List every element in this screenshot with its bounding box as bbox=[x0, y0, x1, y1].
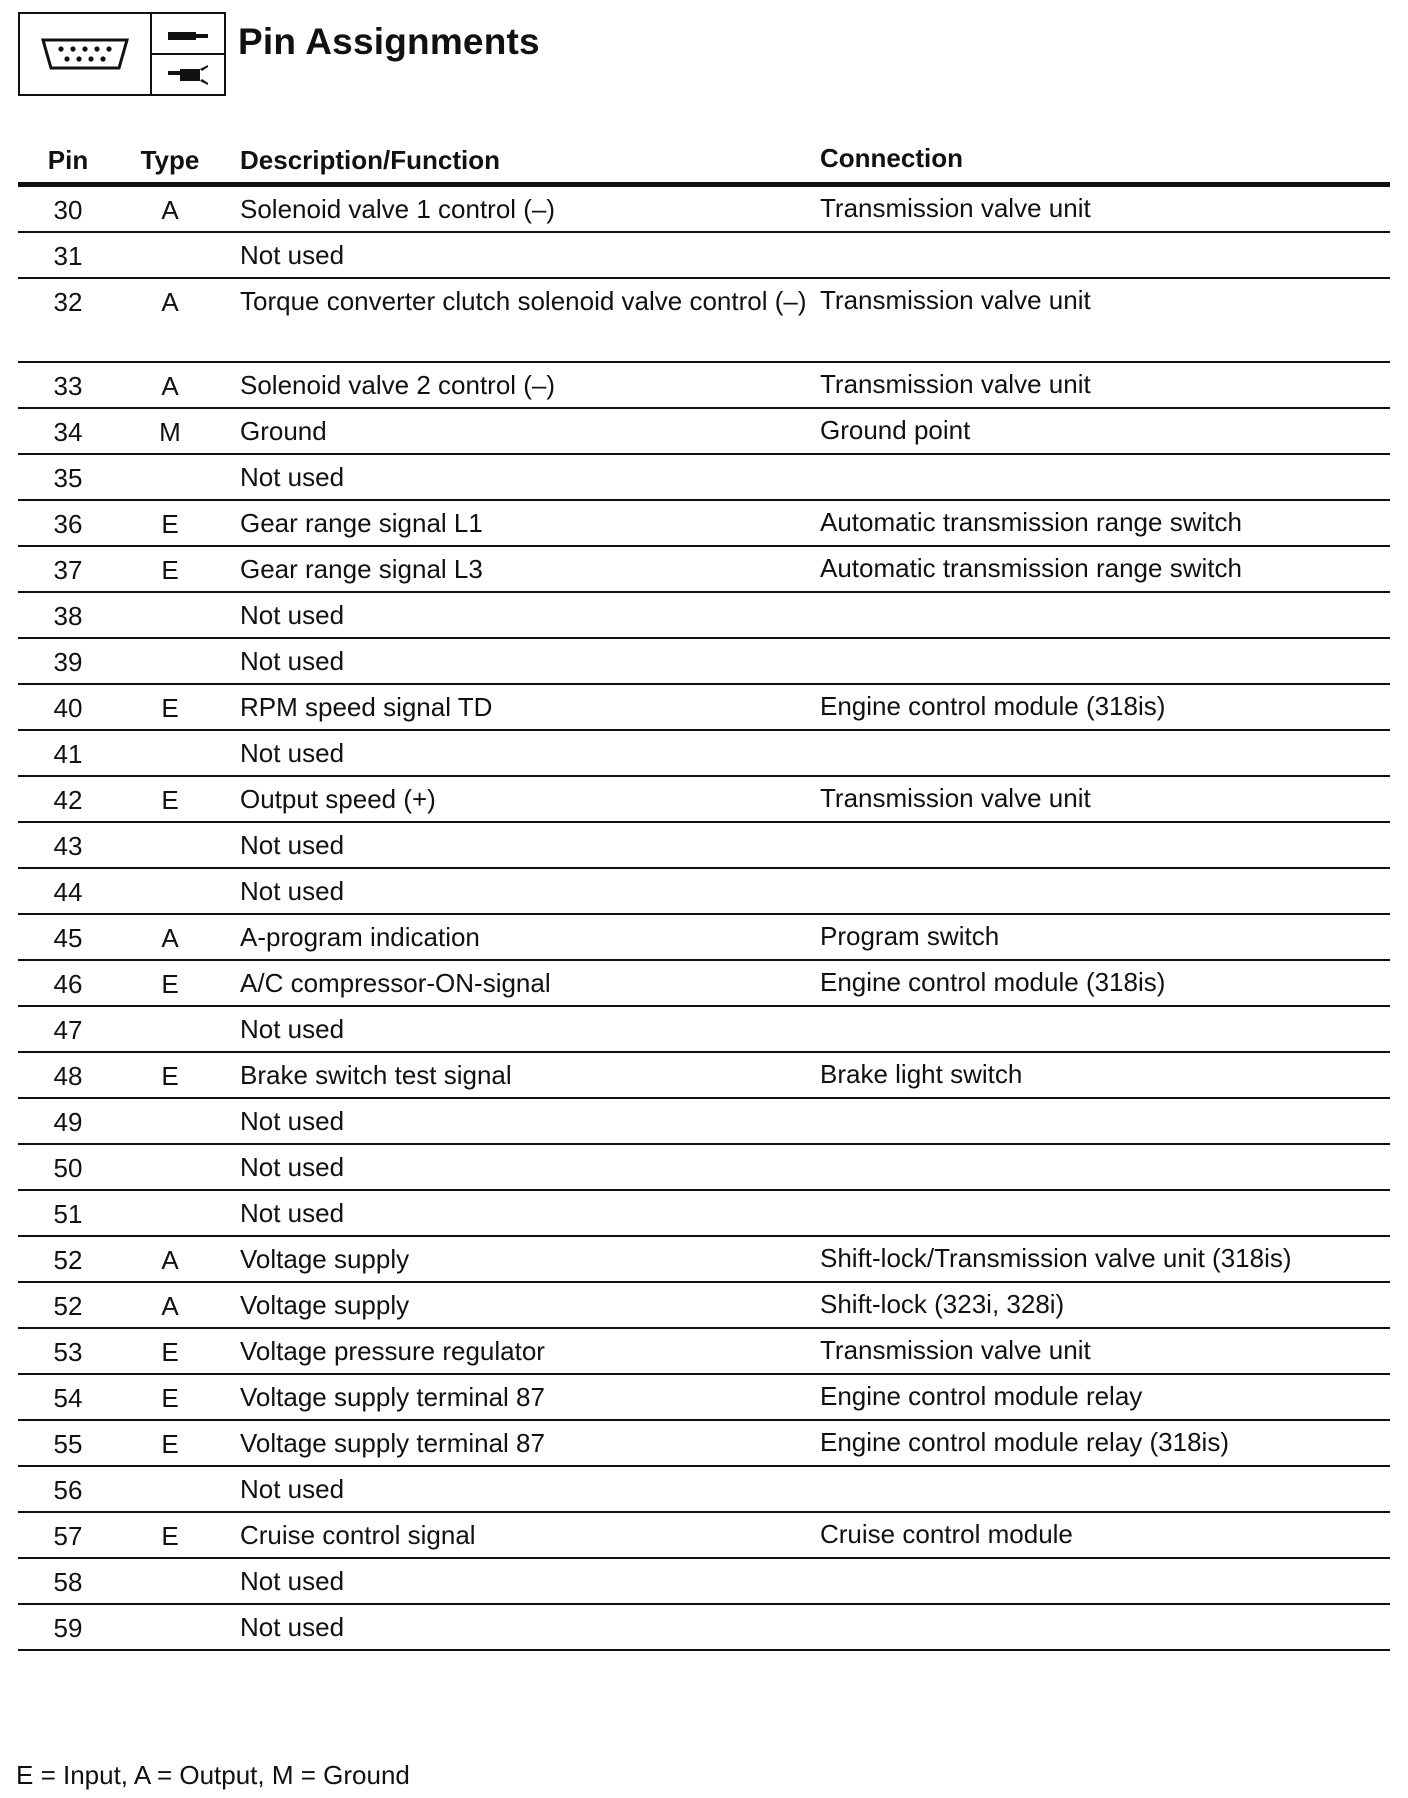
table-row bbox=[18, 1329, 1390, 1375]
description-cell: A/C compressor-ON-signal bbox=[240, 968, 551, 998]
pin-cell: 37 bbox=[53, 555, 83, 585]
description-cell: Not used bbox=[240, 1014, 345, 1044]
connection-cell: Ground point bbox=[820, 415, 971, 445]
pin-cell: 30 bbox=[53, 195, 83, 225]
pin-cell: 58 bbox=[53, 1567, 83, 1597]
table-row bbox=[18, 1559, 1390, 1605]
pin-cell: 33 bbox=[53, 371, 83, 401]
table-row bbox=[18, 961, 1390, 1007]
description-cell: Not used bbox=[240, 600, 345, 630]
type-cell: E bbox=[161, 1521, 179, 1551]
pin-cell: 38 bbox=[53, 601, 83, 631]
pin-cell: 57 bbox=[53, 1521, 83, 1551]
table-row bbox=[18, 1191, 1390, 1237]
table-row bbox=[18, 1099, 1390, 1145]
pin-cell: 39 bbox=[53, 647, 83, 677]
description-cell: A-program indication bbox=[240, 922, 480, 952]
table-row bbox=[18, 731, 1390, 777]
type-cell: E bbox=[161, 693, 179, 723]
pin-cell: 49 bbox=[53, 1107, 83, 1137]
connection-cell: Automatic transmission range switch bbox=[820, 553, 1242, 583]
type-cell: E bbox=[161, 1061, 179, 1091]
type-cell: A bbox=[161, 1291, 179, 1321]
connection-cell: Transmission valve unit bbox=[820, 369, 1091, 399]
pin-cell: 47 bbox=[53, 1015, 83, 1045]
description-cell: Cruise control signal bbox=[240, 1520, 476, 1550]
connection-cell: Transmission valve unit bbox=[820, 193, 1091, 223]
description-cell: RPM speed signal TD bbox=[240, 692, 493, 722]
page-title: Pin Assignments bbox=[238, 21, 540, 62]
pin-cell: 44 bbox=[53, 877, 83, 907]
connection-cell: Transmission valve unit bbox=[820, 285, 1091, 315]
connector-icon bbox=[20, 14, 152, 94]
table-row bbox=[18, 233, 1390, 279]
table-body bbox=[18, 187, 1390, 1651]
pin-cell: 48 bbox=[53, 1061, 83, 1091]
type-cell: E bbox=[161, 555, 179, 585]
table-row bbox=[18, 547, 1390, 593]
description-cell: Torque converter clutch solenoid valve control (–) bbox=[240, 286, 807, 316]
type-cell: A bbox=[161, 287, 179, 317]
table-row bbox=[18, 1145, 1390, 1191]
pin-cell: 45 bbox=[53, 923, 83, 953]
pin-cell: 52 bbox=[53, 1291, 83, 1321]
description-cell: Not used bbox=[240, 1474, 345, 1504]
description-cell: Not used bbox=[240, 1106, 345, 1136]
description-cell: Brake switch test signal bbox=[240, 1060, 512, 1090]
description-cell: Voltage supply terminal 87 bbox=[240, 1382, 545, 1412]
table-row bbox=[18, 1605, 1390, 1651]
table-row bbox=[18, 409, 1390, 455]
pin-cell: 36 bbox=[53, 509, 83, 539]
pin-cell: 52 bbox=[53, 1245, 83, 1275]
type-cell: E bbox=[161, 1429, 179, 1459]
pin-cell: 40 bbox=[53, 693, 83, 723]
type-cell: E bbox=[161, 969, 179, 999]
pin-cell: 50 bbox=[53, 1153, 83, 1183]
pin-cell: 46 bbox=[53, 969, 83, 999]
description-cell: Not used bbox=[240, 1198, 345, 1228]
type-cell: A bbox=[161, 1245, 179, 1275]
description-cell: Not used bbox=[240, 1566, 345, 1596]
connection-cell: Program switch bbox=[820, 921, 1000, 951]
description-cell: Solenoid valve 1 control (–) bbox=[240, 194, 556, 224]
table-row bbox=[18, 823, 1390, 869]
table-row bbox=[18, 1375, 1390, 1421]
connection-cell: Transmission valve unit bbox=[820, 1335, 1091, 1365]
pin-cell: 32 bbox=[53, 287, 83, 317]
connection-cell: Shift-lock (323i, 328i) bbox=[820, 1289, 1065, 1319]
header-pin: Pin bbox=[47, 144, 89, 175]
description-cell: Not used bbox=[240, 240, 345, 270]
pin-cell: 41 bbox=[53, 739, 83, 769]
type-cell: E bbox=[161, 509, 179, 539]
description-cell: Solenoid valve 2 control (–) bbox=[240, 370, 556, 400]
table-row bbox=[18, 501, 1390, 547]
pin-table bbox=[18, 138, 1390, 1651]
description-cell: Output speed (+) bbox=[240, 784, 436, 814]
table-row bbox=[18, 777, 1390, 823]
pin-cell: 56 bbox=[53, 1475, 83, 1505]
table-row bbox=[18, 1237, 1390, 1283]
table-row bbox=[18, 869, 1390, 915]
pin-cell: 59 bbox=[53, 1613, 83, 1643]
pin-cell: 34 bbox=[53, 417, 83, 447]
connection-cell: Shift-lock/Transmission valve unit (318is) bbox=[820, 1243, 1292, 1273]
type-cell: A bbox=[161, 371, 179, 401]
pin-input-icon bbox=[152, 14, 224, 55]
table-row bbox=[18, 1007, 1390, 1053]
description-cell: Not used bbox=[240, 830, 345, 860]
table-row bbox=[18, 1513, 1390, 1559]
connection-cell: Automatic transmission range switch bbox=[820, 507, 1242, 537]
pin-cell: 51 bbox=[53, 1199, 83, 1229]
table-row bbox=[18, 1421, 1390, 1467]
description-cell: Voltage pressure regulator bbox=[240, 1336, 545, 1366]
pin-cell: 54 bbox=[53, 1383, 83, 1413]
description-cell: Not used bbox=[240, 462, 345, 492]
header-connection: Connection bbox=[820, 142, 963, 173]
type-cell: M bbox=[159, 417, 181, 447]
description-cell: Ground bbox=[240, 416, 327, 446]
type-cell: E bbox=[161, 785, 179, 815]
pin-cell: 55 bbox=[53, 1429, 83, 1459]
description-cell: Gear range signal L3 bbox=[240, 554, 483, 584]
legend: E = Input, A = Output, M = Ground bbox=[16, 1760, 410, 1790]
pin-cell: 35 bbox=[53, 463, 83, 493]
page-header bbox=[18, 12, 540, 96]
connection-cell: Transmission valve unit bbox=[820, 783, 1091, 813]
table-row bbox=[18, 363, 1390, 409]
description-cell: Not used bbox=[240, 1152, 345, 1182]
description-cell: Not used bbox=[240, 646, 345, 676]
type-cell: E bbox=[161, 1383, 179, 1413]
header-description: Description/Function bbox=[240, 145, 500, 175]
pin-cell: 53 bbox=[53, 1337, 83, 1367]
connection-cell: Brake light switch bbox=[820, 1059, 1023, 1089]
description-cell: Voltage supply bbox=[240, 1244, 410, 1274]
description-cell: Gear range signal L1 bbox=[240, 508, 483, 538]
connection-cell: Engine control module (318is) bbox=[820, 691, 1166, 721]
description-cell: Not used bbox=[240, 876, 345, 906]
table-header bbox=[18, 138, 1390, 187]
header-type: Type bbox=[140, 144, 200, 175]
pin-cell: 31 bbox=[53, 241, 83, 271]
table-row bbox=[18, 1467, 1390, 1513]
connection-cell: Engine control module relay (318is) bbox=[820, 1427, 1229, 1457]
table-row bbox=[18, 1053, 1390, 1099]
pin-output-icon bbox=[152, 55, 224, 94]
table-row bbox=[18, 187, 1390, 233]
table-row bbox=[18, 685, 1390, 731]
connection-cell: Engine control module (318is) bbox=[820, 967, 1166, 997]
pin-cell: 42 bbox=[53, 785, 83, 815]
type-cell: A bbox=[161, 195, 179, 225]
type-cell: A bbox=[161, 923, 179, 953]
table-row bbox=[18, 639, 1390, 685]
pin-cell: 43 bbox=[53, 831, 83, 861]
table-row bbox=[18, 455, 1390, 501]
table-row bbox=[18, 915, 1390, 961]
description-cell: Not used bbox=[240, 738, 345, 768]
connector-icon-box bbox=[18, 12, 226, 96]
description-cell: Voltage supply terminal 87 bbox=[240, 1428, 545, 1458]
pin-icons bbox=[152, 14, 224, 94]
table-row bbox=[18, 593, 1390, 639]
table-row bbox=[18, 279, 1390, 363]
type-cell: E bbox=[161, 1337, 179, 1367]
connection-cell: Cruise control module bbox=[820, 1519, 1073, 1549]
description-cell: Voltage supply bbox=[240, 1290, 410, 1320]
description-cell: Not used bbox=[240, 1612, 345, 1642]
table-row bbox=[18, 1283, 1390, 1329]
connection-cell: Engine control module relay bbox=[820, 1381, 1143, 1411]
